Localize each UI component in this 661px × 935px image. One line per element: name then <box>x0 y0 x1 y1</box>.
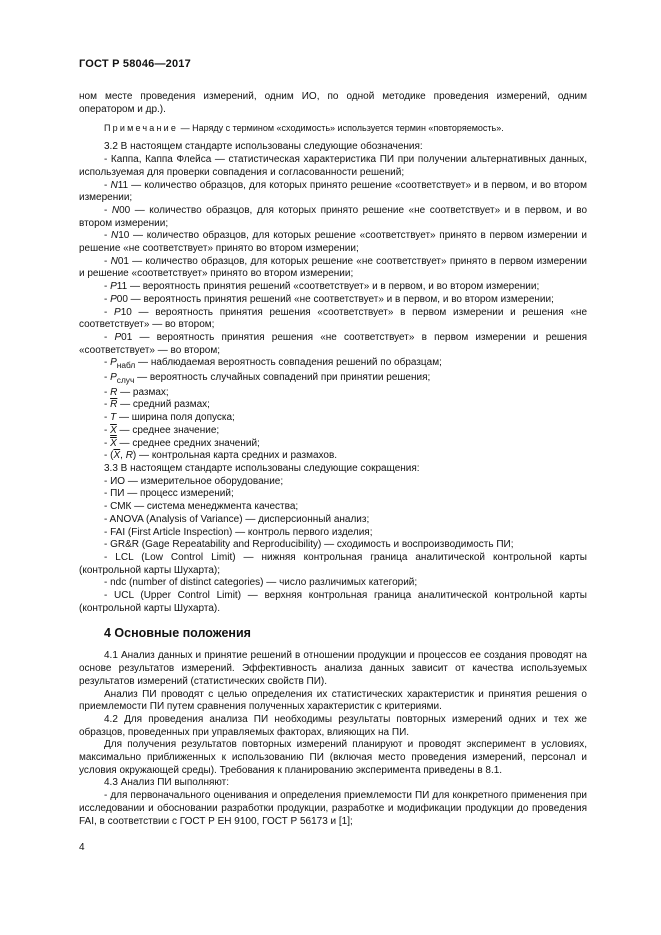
section-4-paragraph: - для первоначального оценивания и определения приемлемости ПИ для конкретного применения при исследовании и обосновании разработки продукции, разработке и модификации продукции до проведения FAI, в соответствии с ГОСТ Р ЕН 9100, ГОСТ Р 56173 и [1]; <box>79 790 587 827</box>
def-r-bar: - $\overline{R}$ — средний размах; <box>104 399 210 411</box>
section-3-2-intro: 3.2 В настоящем стандарте использованы следующие обозначения: <box>104 141 423 153</box>
def-t: - T — ширина поля допуска; <box>104 412 235 424</box>
symbol-x-bar: $\overline{X}$ <box>113 450 121 462</box>
paragraph-continuation: ном месте проведения измерений, одним ИО, по одной методике проведения измерений, одним оператором и др.). <box>79 91 587 115</box>
section-4-paragraph: 4.2 Для проведения анализа ПИ необходимы результаты повторных измерений одних и тех же образцов, проведенных при управляемых факторах, влияющих на ПИ. <box>79 713 587 738</box>
def-x-bar: - $\overline{X}$ — среднее значение; <box>104 424 220 436</box>
def-p-sluch: - $P_{случ}$ — вероятность случайных совпадений при принятии решения; <box>104 372 431 386</box>
document-body <box>79 91 587 828</box>
symbol-p: P <box>110 281 117 293</box>
def-p11: - P11 — вероятность принятия решений «соответствует» и в первом, и во втором измерении; <box>104 281 540 293</box>
def-p00: - P00 — вероятность принятия решений «не соответствует» и в первом, и во втором измерении; <box>104 293 554 305</box>
def-n10: - N10 — количество образцов, для которых решение «соответствует» принято в первом измерении и решение «не соответствует» принято во втором измерении; <box>79 230 587 255</box>
symbol-p: P <box>110 357 117 369</box>
symbol-p: P <box>114 306 121 318</box>
symbol-x-bar: $\overline{X}$ <box>110 424 117 436</box>
symbol-n: N <box>111 204 120 216</box>
def-p-nabl: - $P_{набл}$ — наблюдаемая вероятность совпадения решений по образцам; <box>104 357 442 371</box>
note <box>79 122 587 134</box>
def-kappa: - Каппа, Каппа Флейса — статистическая характеристика ПИ при получении альтернативных данных, используемая для проверки совпадения и согласованности решений; <box>79 154 587 178</box>
symbol-n: N <box>110 179 118 191</box>
def-r: - R — размах; <box>104 386 169 398</box>
def-x-r-chart: - ($\overline{X}$, R) — контрольная карта средних и размахов. <box>104 450 338 462</box>
document-header: ГОСТ Р 58046—2017 <box>79 58 191 70</box>
symbol-p: P <box>110 293 117 305</box>
def-p01: - P01 — вероятность принятия решения «не соответствует» в первом измерении и решения «соответствует» — во втором; <box>79 331 587 356</box>
symbol-r: R <box>110 386 118 398</box>
abbr-item: - ndc (number of distinct categories) — число различимых категорий; <box>104 577 418 589</box>
abbr-item: - LCL (Low Control Limit) — нижняя контрольная граница аналитической контрольной карты (контрольной карты Шухарта); <box>79 551 587 576</box>
def-p10: - P10 — вероятность принятия решения «соответствует» в первом измерении и решения «не соответствует» — во втором; <box>79 306 588 331</box>
symbol-n: N <box>111 230 119 242</box>
symbol-p: P <box>114 331 122 343</box>
section-4-paragraph: 4.1 Анализ данных и принятие решений в отношении продукции и процессов ее создания проводят на основе результатов измерений. Эффективность анализа данных зависит от качества используемых результатов измерений (статистических свойств ПИ). <box>79 650 587 687</box>
note-text: — Наряду с термином «сходимость» используется термин «повторяемость». <box>178 123 504 134</box>
abbr-item: - ANOVA (Analysis of Variance) — дисперсионный анализ; <box>104 513 370 525</box>
def-n01: - N01 — количество образцов, для которых решение «не соответствует» принято в первом измерении и решение «соответствует» принято во втором измерении; <box>79 255 587 280</box>
section-4-paragraph: Анализ ПИ проводят с целью определения их статистических характеристик и принятия решения о приемлемости ПИ путем сравнения полученных характеристик с критериями. <box>79 688 587 713</box>
section-4-paragraph: 4.3 Анализ ПИ выполняют: <box>104 777 230 789</box>
section-4-title: 4 Основные положения <box>104 626 251 641</box>
abbr-item: - ИО — измерительное оборудование; <box>104 475 284 487</box>
abbr-item: - СМК — система менеджмента качества; <box>104 501 299 513</box>
abbr-item: - UCL (Upper Control Limit) — верхняя контрольная граница аналитической контрольной карты (контрольной карты Шухарта). <box>79 590 587 614</box>
page-number: 4 <box>79 842 85 853</box>
symbol-r-bar: $\overline{R}$ <box>110 399 118 411</box>
def-n00: - N00 — количество образцов, для которых принято решение «не соответствует» и в первом, и во втором измерении; <box>79 204 587 229</box>
symbol-n: N <box>110 255 118 267</box>
symbol-r: R <box>125 450 133 462</box>
abbr-item: - FAI (First Article Inspection) — контроль первого изделия; <box>104 526 373 538</box>
symbol-t: T <box>110 412 117 424</box>
abbr-item: - ПИ — процесс измерений; <box>104 488 234 500</box>
symbol-p: P <box>110 372 117 384</box>
abbr-item: - GR&R (Gage Repeatability and Reproducibility) — сходимость и воспроизводимость ПИ; <box>104 539 514 551</box>
note-label: Примечание <box>104 123 179 134</box>
def-n11: - N11 — количество образцов, для которых принято решение «соответствует» и в первом, и во втором измерении; <box>79 179 588 204</box>
section-3-3-intro: 3.3 В настоящем стандарте использованы следующие сокращения: <box>104 462 420 474</box>
section-4-paragraph: Для получения результатов повторных измерений планируют и проводят эксперимент в условиях, максимально приближенных к использованию ПИ (включая место проведения измерений, персонал и условия окружающей среды). Требования к планированию эксперимента приведены в 8.1. <box>79 739 587 776</box>
symbol-x-double-bar: X <box>110 437 117 449</box>
def-x-double-bar: - X — среднее средних значений; <box>104 437 260 449</box>
